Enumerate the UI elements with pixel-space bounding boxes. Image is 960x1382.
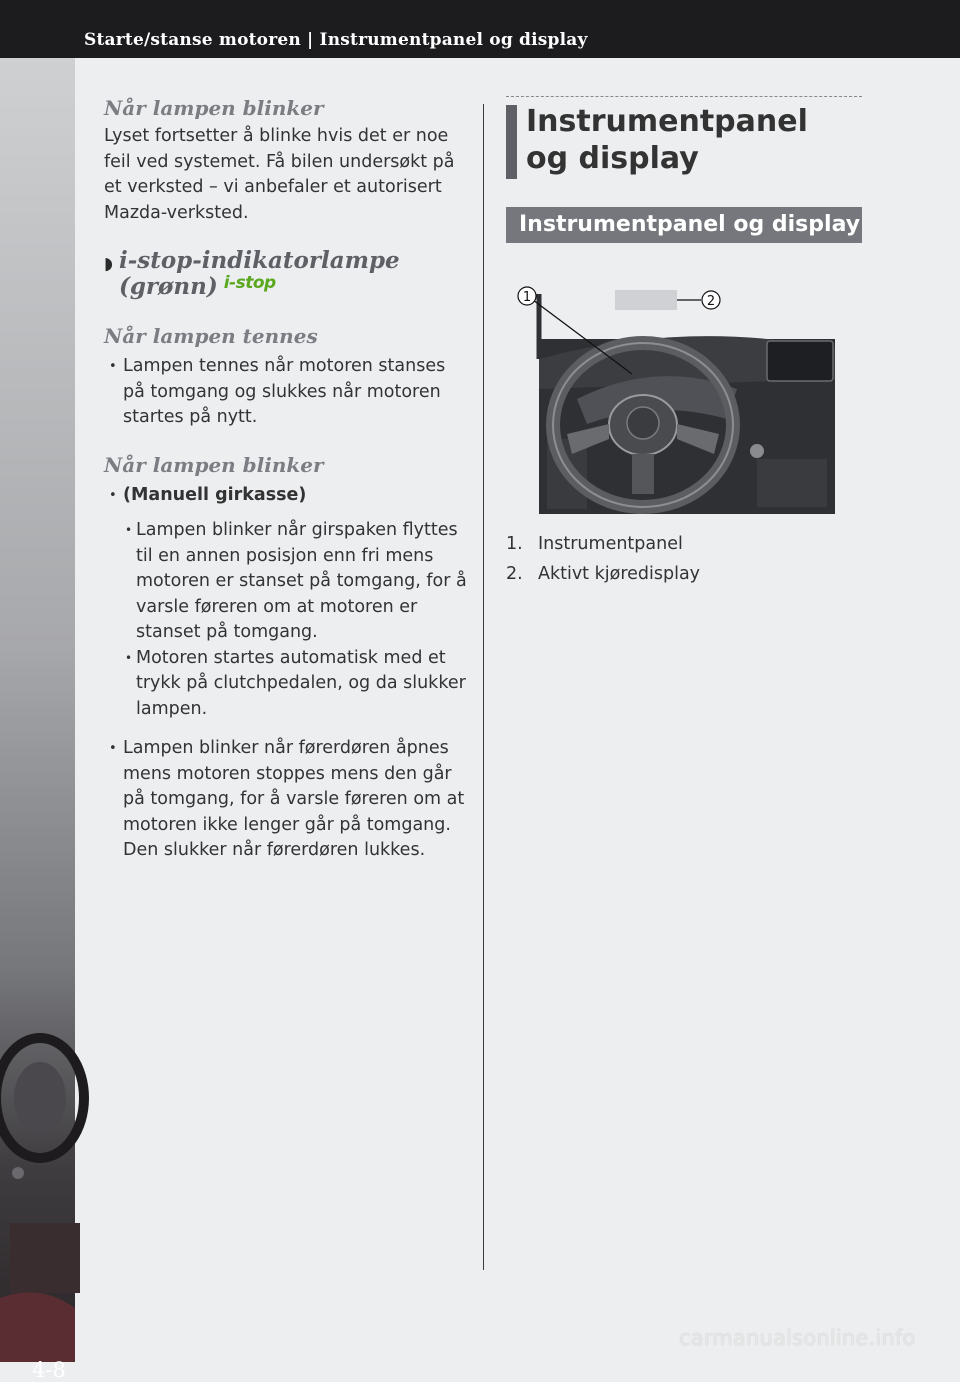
section-title xyxy=(526,103,862,177)
list-item xyxy=(506,559,862,589)
list-item xyxy=(104,483,469,723)
dashboard-figure xyxy=(517,289,837,515)
side-photo-strip xyxy=(0,58,75,1382)
page-header xyxy=(0,0,960,58)
blinks-list xyxy=(104,483,469,864)
section-heading xyxy=(506,96,862,177)
section-banner: Instrumentpanel og display xyxy=(506,207,862,243)
subheading-blinks-2: Når lampen blinker xyxy=(104,452,324,477)
list-item: • Lampen tennes når motoren stanses på tomgang og slukkes når motoren startes på nytt. xyxy=(104,354,469,431)
watermark: carmanualsonline.info xyxy=(679,1326,916,1350)
istop-heading-line1: i-stop-indikatorlampe xyxy=(118,247,400,274)
dashboard-illustration-icon xyxy=(517,289,837,515)
legend-text: Instrumentpanel xyxy=(538,534,683,554)
right-column xyxy=(506,96,862,589)
list-item: • Lampen blinker når girspaken flyttes til en annen posisjon enn fri mens motoren er stanset på tomgang, for å varsle føreren om at motoren er stanset på tomgang. xyxy=(123,518,469,646)
list-item: • Motoren startes automatisk med et trykk på clutchpedalen, og da slukker lampen. xyxy=(123,646,469,723)
manual-gearbox-label: (Manuell girkasse) xyxy=(123,484,307,505)
list-item: • Lampen blinker når førerdøren åpnes mens motoren stoppes mens den går på tomgang, for å varsle føreren om at motoren ikke lenger går på tomgang. Den slukker når førerdøren lukkes. xyxy=(104,736,469,864)
legend-text: Aktivt kjøredisplay xyxy=(538,564,701,584)
manual-sub-list xyxy=(123,518,469,722)
section-title-line2: og display xyxy=(526,141,699,176)
callout-1: 1 xyxy=(522,290,532,305)
left-column xyxy=(104,96,469,874)
page-number: 4-8 xyxy=(32,1358,66,1382)
blinks-paragraph: Lyset fortsetter å blinke hvis det er noe feil ved systemet. Få bilen undersøkt på et verksted – vi anbefaler et autorisert Mazda-verksted. xyxy=(104,126,455,223)
subheading-blinks-1: Når lampen blinker xyxy=(104,96,324,120)
legend-number: 1. xyxy=(506,534,523,554)
figure-legend xyxy=(506,529,862,589)
subheading-lights: Når lampen tennes xyxy=(104,324,318,348)
istop-heading-green-label: (grønn) xyxy=(118,273,218,300)
istop-heading-line2 xyxy=(119,274,400,302)
dashboard-photo-icon xyxy=(0,58,75,1362)
lights-list xyxy=(104,354,469,431)
section-title-line1: Instrumentpanel xyxy=(526,104,808,139)
triangle-bullet-icon: ◗ xyxy=(104,254,113,274)
header-title: Starte/stanse motoren | Instrumentpanel og display xyxy=(84,30,588,50)
column-divider xyxy=(483,104,484,1270)
istop-heading xyxy=(104,248,469,302)
istop-indicator-icon: i-stop xyxy=(223,273,276,293)
legend-number: 2. xyxy=(506,564,523,584)
callout-2: 2 xyxy=(706,294,716,309)
list-item xyxy=(506,529,862,559)
